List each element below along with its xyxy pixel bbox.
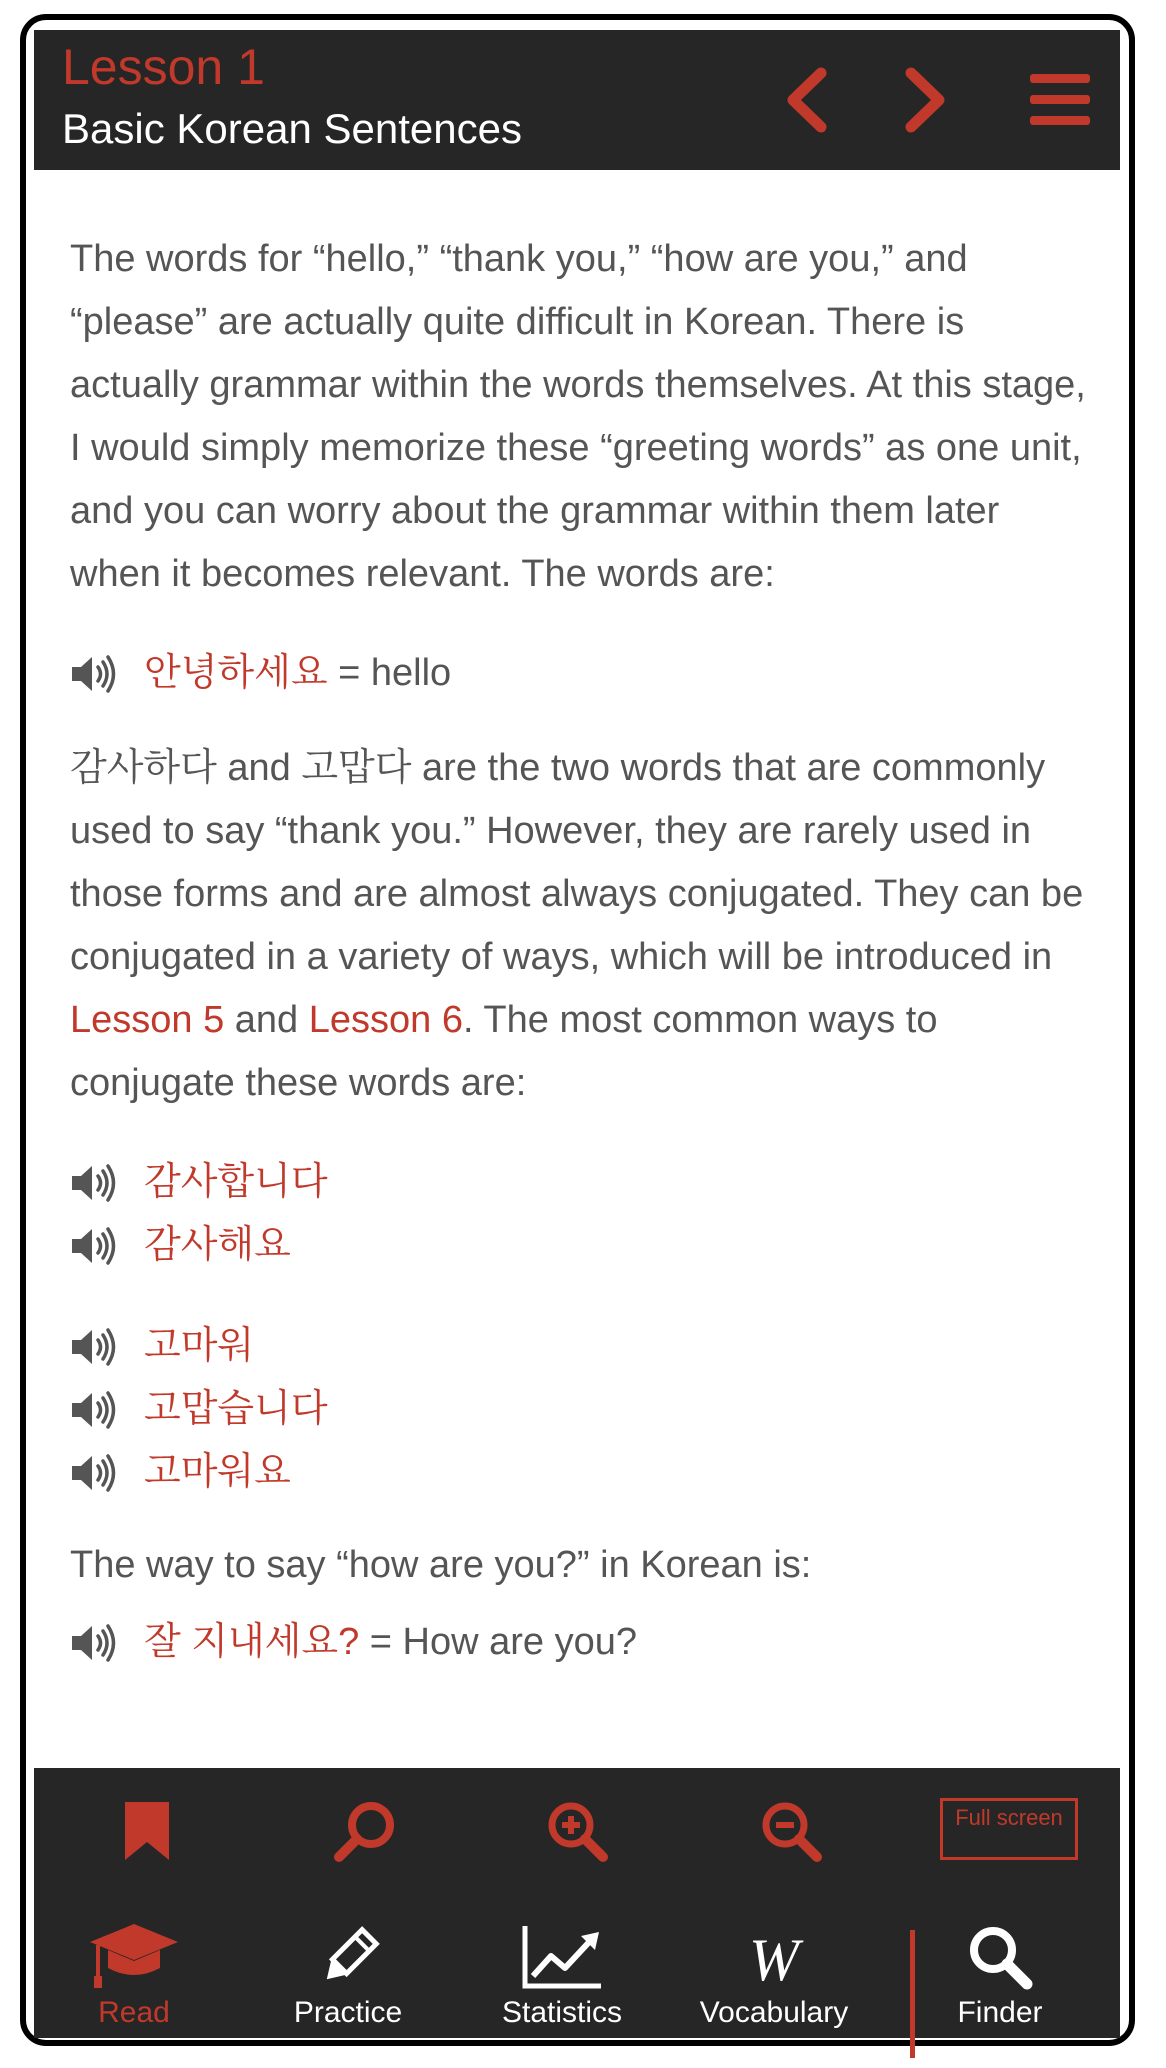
- graduation-cap-icon: [88, 1920, 180, 1990]
- lesson-content: [70, 180, 1100, 1674]
- korean-word: 고마워: [144, 1325, 255, 1367]
- how-are-you-paragraph: The way to say “how are you?” in Korean is:: [70, 1544, 812, 1586]
- nav-vocabulary[interactable]: [674, 1908, 874, 2030]
- korean-word: 감사해요: [144, 1224, 291, 1266]
- nav-finder-label: Finder: [957, 1996, 1043, 2029]
- intro-paragraph: The words for “hello,” “thank you,” “how are you,” and “please” are actually quite difficult in Korean. There is actually grammar within the words themselves. At this stage, I would simply memorize these “greeting words” as one unit, and you can worry about the grammar within them later when it becomes relevant. The words are:: [70, 238, 1086, 595]
- next-page-button[interactable]: [886, 60, 966, 140]
- vocab-item[interactable]: [70, 1378, 1100, 1441]
- korean-word: 안녕하세요: [144, 652, 328, 694]
- nav-read-label: Read: [98, 1996, 170, 2029]
- nav-statistics[interactable]: [462, 1908, 662, 2030]
- fullscreen-button[interactable]: Full screen: [940, 1798, 1078, 1860]
- zoom-out-icon: [759, 1799, 823, 1863]
- nav-practice[interactable]: [248, 1908, 448, 2030]
- previous-page-button[interactable]: [766, 60, 846, 140]
- korean-word: 고맙습니다: [144, 1388, 328, 1430]
- chart-line-icon: [521, 1924, 603, 1990]
- korean-word: 고마워요: [144, 1451, 291, 1493]
- bottom-toolbar: [34, 1768, 1120, 2038]
- korean-word: 감사합니다: [144, 1161, 328, 1203]
- word-meaning: = How are you?: [359, 1621, 637, 1663]
- hamburger-menu-icon: [1028, 72, 1092, 128]
- lesson-5-link[interactable]: Lesson 5: [70, 999, 225, 1041]
- bookmark-button[interactable]: [112, 1796, 182, 1866]
- vocab-item[interactable]: [70, 642, 1100, 705]
- speaker-icon[interactable]: [70, 1163, 118, 1203]
- speaker-icon[interactable]: [70, 1623, 118, 1663]
- word-meaning: = hello: [327, 652, 452, 694]
- lesson-number: Lesson 1: [62, 39, 265, 95]
- vocab-item[interactable]: [70, 1315, 1100, 1378]
- nav-vocabulary-label: Vocabulary: [699, 1996, 849, 2029]
- lesson-header: [34, 30, 1120, 170]
- speaker-icon[interactable]: [70, 654, 118, 694]
- menu-button[interactable]: [1020, 60, 1100, 140]
- korean-word: 잘 지내세요?: [144, 1621, 360, 1663]
- chevron-right-icon: [901, 67, 951, 133]
- vocab-item[interactable]: [70, 1611, 1100, 1674]
- zoom-in-button[interactable]: [542, 1796, 612, 1866]
- speaker-icon[interactable]: [70, 1226, 118, 1266]
- bookmark-icon: [121, 1800, 173, 1862]
- lesson-6-link[interactable]: Lesson 6: [308, 999, 463, 1041]
- chevron-left-icon: [781, 67, 831, 133]
- search-icon: [333, 1799, 397, 1863]
- speaker-icon[interactable]: [70, 1453, 118, 1493]
- vocabulary-w-icon: W: [749, 1927, 799, 1993]
- vocab-item[interactable]: [70, 1214, 1100, 1277]
- lesson-title: Basic Korean Sentences: [62, 105, 522, 152]
- vocab-item[interactable]: [70, 1441, 1100, 1504]
- nav-finder[interactable]: [900, 1908, 1100, 2030]
- zoom-out-button[interactable]: [756, 1796, 826, 1866]
- pencil-icon: [316, 1926, 380, 1990]
- search-button[interactable]: [330, 1796, 400, 1866]
- speaker-icon[interactable]: [70, 1390, 118, 1430]
- vocab-item[interactable]: [70, 1151, 1100, 1214]
- speaker-icon[interactable]: [70, 1327, 118, 1367]
- zoom-in-icon: [545, 1799, 609, 1863]
- nav-read[interactable]: [34, 1908, 234, 2030]
- nav-practice-label: Practice: [293, 1996, 403, 2029]
- thank-you-paragraph: 감사하다 and 고맙다 are the two words that are commonly used to say “thank you.” However, they are rarely used in those forms and are almost always conjugated. They can be conjugated in a variety of ways, which will be introduced in Lesson 5 and Lesson 6. The most common ways to conjugate these words are:: [70, 747, 1084, 1104]
- nav-statistics-label: Statistics: [501, 1996, 623, 2029]
- magnifier-icon: [967, 1924, 1033, 1990]
